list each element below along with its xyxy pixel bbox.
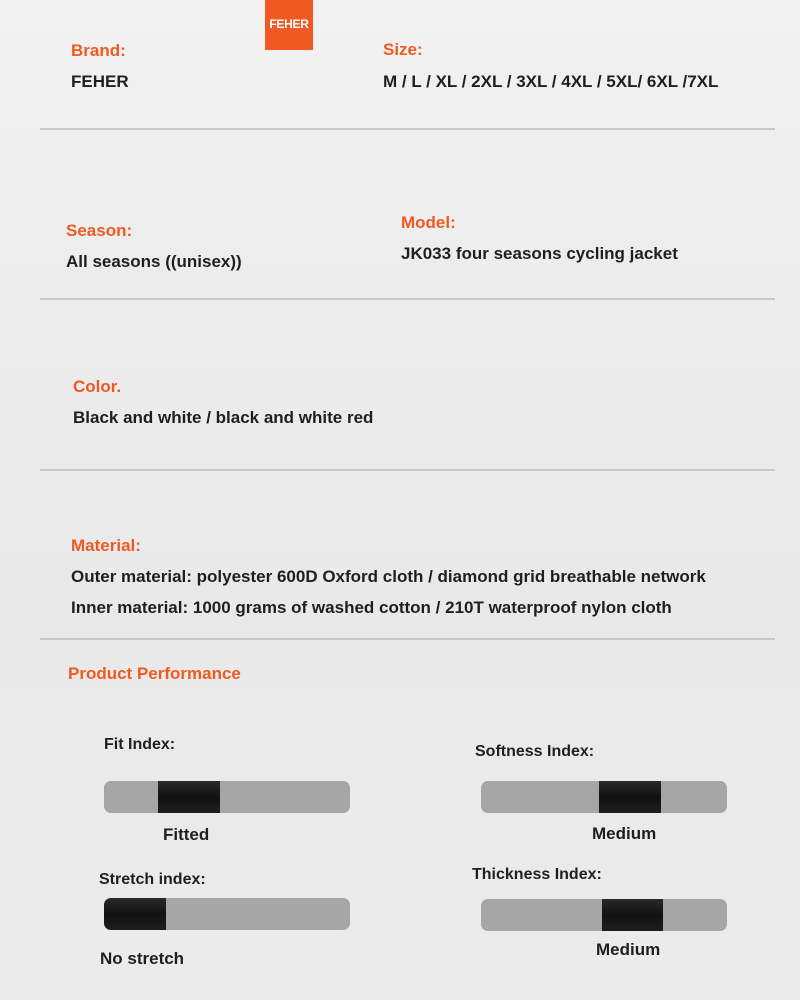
softness-index-label: Softness Index: [475, 743, 595, 760]
brand-label: Brand: [71, 41, 126, 60]
fit-index-label: Fit Index: [104, 736, 176, 753]
thickness-index-bar [481, 899, 727, 931]
stretch-index-bar [104, 898, 350, 930]
model-value: JK033 four seasons cycling jacket [401, 244, 678, 263]
thickness-index-label: Thickness Index: [472, 866, 602, 883]
softness-index-value: Medium [592, 824, 657, 843]
fit-index-value: Fitted [163, 825, 210, 844]
color-label: Color. [73, 377, 122, 396]
size-label: Size: [383, 40, 423, 59]
material-inner: Inner material: 1000 grams of washed cotton / 210T waterproof nylon cloth [71, 598, 672, 617]
stretch-index-label: Stretch index: [99, 871, 206, 888]
thickness-index-value: Medium [596, 940, 661, 959]
brand-value: FEHER [71, 72, 129, 91]
season-label: Season: [66, 221, 133, 240]
divider [40, 469, 775, 471]
performance-title: Product Performance [68, 664, 241, 683]
brand-logo: FEHER [265, 0, 313, 50]
material-label: Material: [71, 536, 141, 555]
divider [40, 638, 775, 640]
size-value: M / L / XL / 2XL / 3XL / 4XL / 5XL/ 6XL /7XL [383, 72, 719, 91]
color-value: Black and white / black and white red [73, 408, 374, 427]
fit-index-bar [104, 781, 350, 813]
thickness-index-level [602, 899, 664, 931]
softness-index-bar [481, 781, 727, 813]
material-outer: Outer material: polyester 600D Oxford cloth / diamond grid breathable network [71, 567, 706, 586]
stretch-index-level [104, 898, 166, 930]
fit-index-level [158, 781, 220, 813]
divider [40, 298, 775, 300]
softness-index-level [599, 781, 661, 813]
divider [40, 128, 775, 130]
model-label: Model: [401, 213, 456, 232]
season-value: All seasons ((unisex)) [66, 252, 242, 271]
stretch-index-value: No stretch [100, 949, 185, 968]
